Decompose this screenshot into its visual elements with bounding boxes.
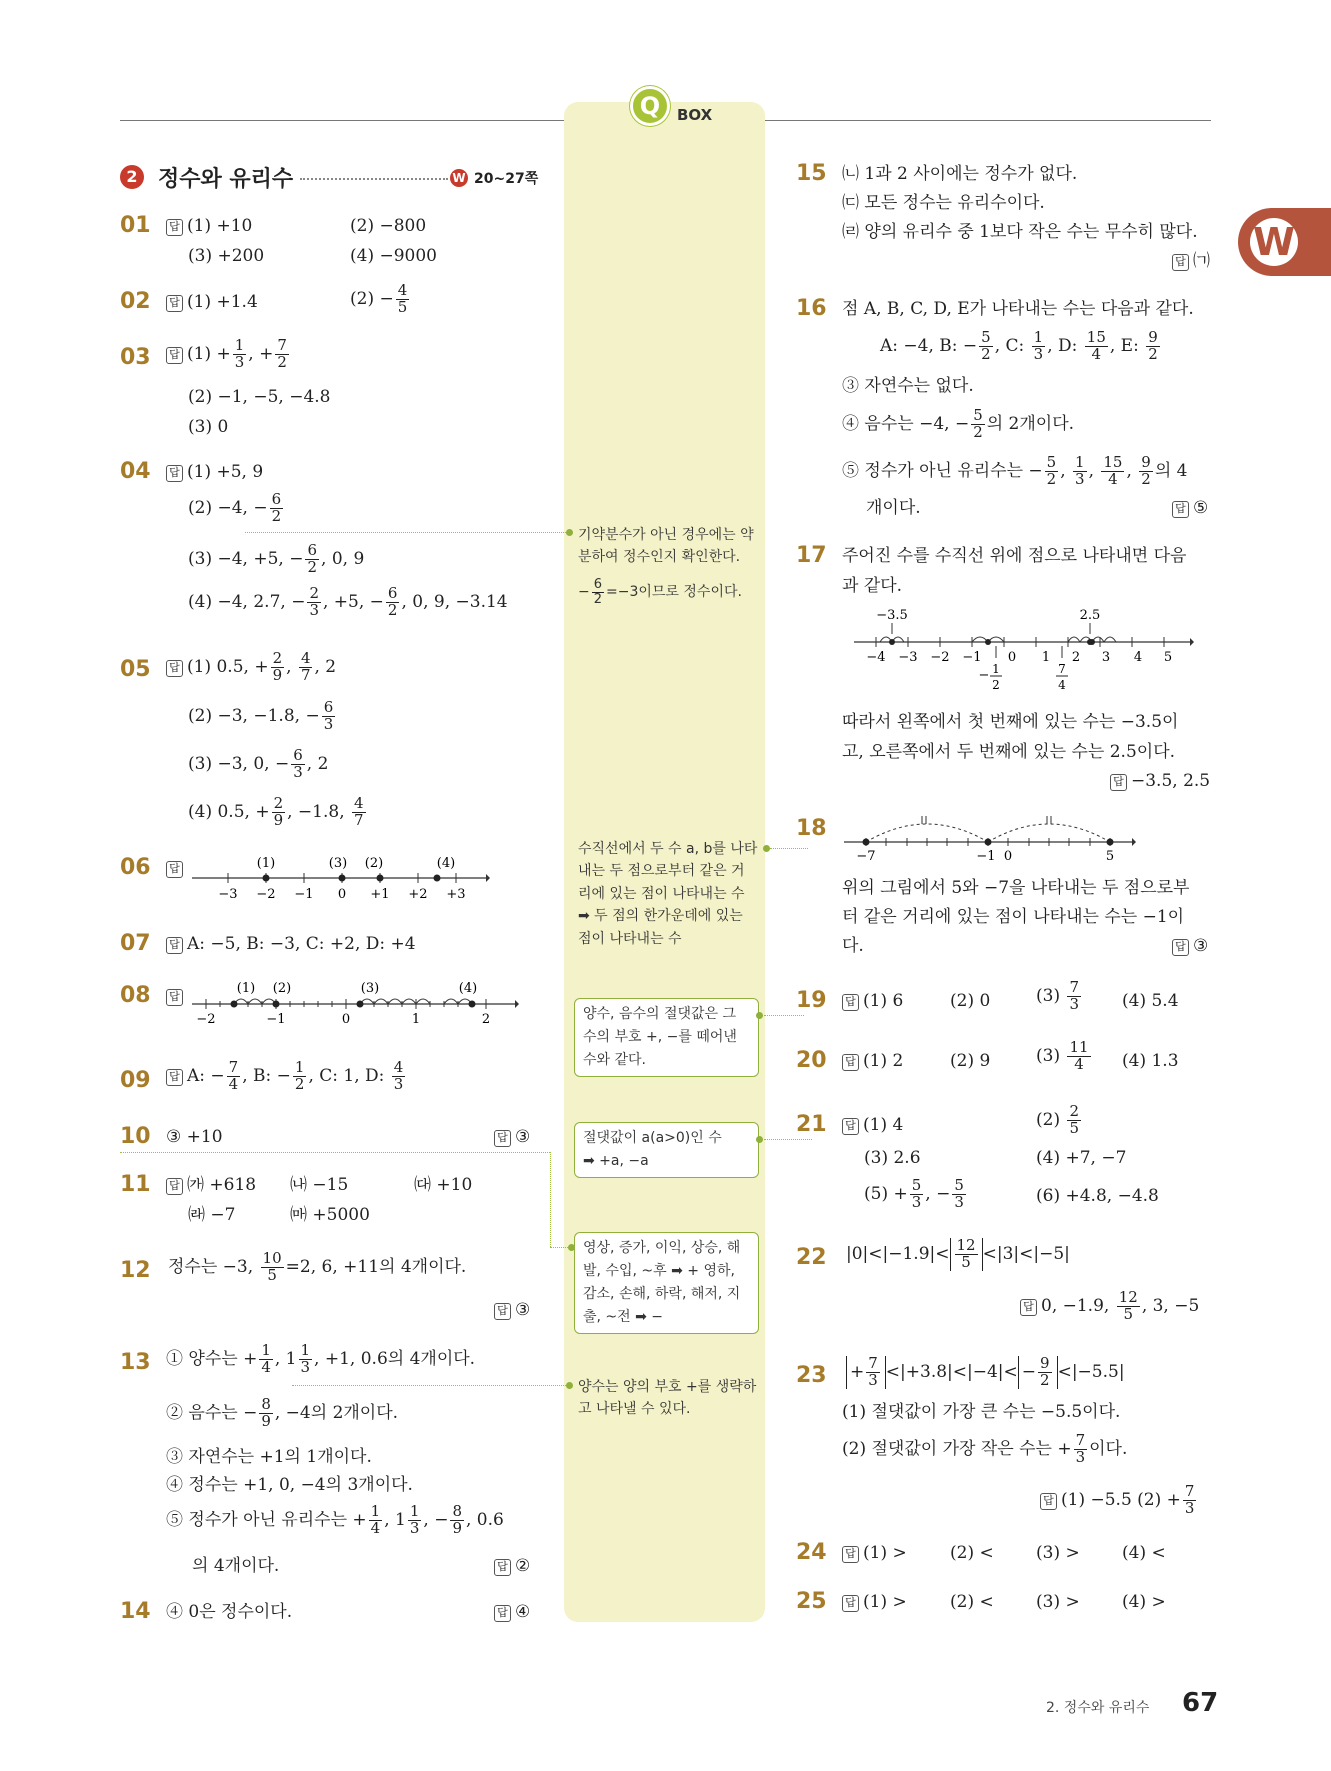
frac-num: 1 <box>992 662 1000 676</box>
problem-number: 23 <box>796 1363 827 1388</box>
answer-item: ㈑ −7 <box>188 1205 236 1225</box>
solution-line: (2) 절댓값이 가장 작은 수는 + $\frac{7}{3}$ 이다. <box>842 1431 1128 1466</box>
problem-number: 11 <box>120 1172 151 1197</box>
solution-line: 의 4개이다. <box>192 1556 280 1576</box>
problem-number: 06 <box>120 855 151 880</box>
answer-mark-icon <box>1110 774 1127 791</box>
answer-line: 답 (1) 4 <box>842 1115 903 1135</box>
answer-line: 답 A: −5, B: −3, C: +2, D: +4 <box>166 934 416 954</box>
tick-label: −1 <box>976 849 996 864</box>
tick-label: −3 <box>218 887 238 902</box>
label-4: (4) <box>458 981 478 996</box>
solution-line: ③ 자연수는 +1의 1개이다. <box>166 1447 372 1467</box>
answer-mark-icon <box>494 1605 511 1622</box>
answer-mark-icon <box>166 1178 183 1195</box>
answer-mark-icon <box>494 1303 511 1320</box>
point <box>985 839 992 846</box>
answer-item: (5) + $\frac{5}{3}$ , − $\frac{5}{3}$ <box>864 1176 964 1211</box>
tick-label: 0 <box>1003 849 1013 864</box>
problem-text: ④ 0은 정수이다. <box>166 1602 293 1622</box>
page-number: 67 <box>1182 1688 1219 1718</box>
q-note-5: 영상, 증가, 이익, 상승, 해발, 수입, ~후 ➡ + 영하, 감소, 손해, 하락, 해저, 지출, ~전 ➡ − <box>574 1232 759 1334</box>
section-pages: 20~27쪽 <box>474 171 539 187</box>
final-answer: 답 ③ <box>494 1127 530 1147</box>
answer-item: (4) 1.3 <box>1122 1051 1179 1071</box>
answer-mark-icon <box>1172 254 1189 271</box>
connector-line <box>120 1152 550 1153</box>
problem-number: 19 <box>796 988 827 1013</box>
answer-mark-icon <box>842 1546 859 1563</box>
answer-line <box>166 986 187 1006</box>
point-4 <box>469 1001 476 1008</box>
tick-label: 2 <box>481 1012 491 1027</box>
note-bullet-icon <box>568 1244 575 1251</box>
problem-number: 08 <box>120 983 151 1008</box>
answer-line: 답 (1) +10 <box>166 216 252 236</box>
point-1 <box>231 1001 238 1008</box>
tick-label: 4 <box>1133 650 1143 665</box>
section-number: 2 <box>120 165 144 189</box>
note-bullet-icon <box>756 1012 763 1019</box>
answer-item: (3) −3, 0, − $\frac{6}{3}$ , 2 <box>188 746 329 781</box>
label-3: (3) <box>328 856 348 871</box>
answer-item: (4) +7, −7 <box>1036 1148 1127 1168</box>
point-3 <box>357 1001 364 1008</box>
q-badge-icon: Q <box>630 86 670 126</box>
label-3: (3) <box>360 981 380 996</box>
point <box>985 639 991 645</box>
tick-label: −3 <box>898 650 918 665</box>
w-tab-icon: W <box>1250 218 1298 266</box>
solution-line: ㈁ 1과 2 사이에는 정수가 없다. <box>842 164 1078 184</box>
solution-line: ④ 정수는 +1, 0, −4의 3개이다. <box>166 1475 413 1495</box>
tick-label: +1 <box>370 887 390 902</box>
section-leader-dots <box>300 178 448 180</box>
answer-line: 답 (1) 2 <box>842 1051 903 1071</box>
number-line-06 <box>190 852 490 902</box>
note-bullet-icon <box>566 1382 573 1389</box>
answer-mark-icon <box>842 1595 859 1612</box>
solution-line: 위의 그림에서 5와 −7을 나타내는 두 점으로부 <box>842 878 1190 898</box>
answer-item: (4) < <box>1122 1543 1166 1563</box>
label-2: (2) <box>272 981 292 996</box>
tick-label: 0 <box>341 1012 351 1027</box>
answer-mark-icon <box>1172 939 1189 956</box>
problem-text: ③ +10 <box>166 1127 223 1147</box>
answer-item: (3) 0 <box>188 417 229 437</box>
answer-mark-icon <box>494 1130 511 1147</box>
solution-line: ㈃ 양의 유리수 중 1보다 작은 수는 무수히 많다. <box>842 222 1198 242</box>
final-answer: 답 ④ <box>494 1602 530 1622</box>
q-box-label: BOX <box>677 106 713 124</box>
answer-item: (2) < <box>950 1543 994 1563</box>
answer-line: 답 (1) 6 <box>842 991 903 1011</box>
final-answer: 답 ③ <box>1172 936 1208 956</box>
solution-line: ④ 음수는 −4, − $\frac{5}{2}$ 의 2개이다. <box>842 406 1075 441</box>
frac-den: 4 <box>1058 678 1066 692</box>
solution-line: 다. <box>842 936 864 956</box>
frac-sign: − <box>978 668 990 683</box>
note-bullet-icon <box>763 845 770 852</box>
answer-item: (2) −1, −5, −4.8 <box>188 387 331 407</box>
final-answer: 답 ② <box>494 1556 530 1576</box>
solution-line: 개이다. <box>866 498 921 518</box>
connector-line <box>764 1015 804 1016</box>
problem-number: 17 <box>796 543 827 568</box>
answer-mark-icon <box>166 660 183 677</box>
answer-item: (2) −3, −1.8, − $\frac{6}{3}$ <box>188 698 334 733</box>
tick-label: 5 <box>1163 650 1173 665</box>
tick-label: 0 <box>337 887 347 902</box>
connector-line <box>770 848 808 849</box>
answer-item: ㈒ +5000 <box>290 1205 370 1225</box>
problem-number: 14 <box>120 1599 151 1624</box>
answer-item: (2) < <box>950 1592 994 1612</box>
number-line-17 <box>850 602 1195 702</box>
problem-number: 13 <box>120 1350 151 1375</box>
solution-line: 터 같은 거리에 있는 점이 나타내는 수는 −1이 <box>842 907 1185 927</box>
tick-label: −2 <box>196 1012 216 1027</box>
answer-line: 답 (1) +1.4 <box>166 292 258 312</box>
label-1: (1) <box>256 856 276 871</box>
point-2 <box>273 1001 280 1008</box>
label-4: (4) <box>436 856 456 871</box>
frac-num: 7 <box>1058 662 1066 676</box>
answer-line <box>166 858 187 878</box>
answer-item: ㈐ +10 <box>414 1175 473 1195</box>
note-bullet-icon <box>756 1136 763 1143</box>
answer-item: (4) −4, 2.7, − $\frac{2}{3}$ , +5, − $\frac{6}{2}$ , 0, 9, −3.14 <box>188 584 508 619</box>
solution-line: + $\frac{7}{3}$ <|+3.8|<|−4|< − $\frac{9}{2}$ <|−5.5| <box>846 1356 1125 1389</box>
solution-line: A: −4, B: − $\frac{5}{2}$ , C: $\frac{1}{3}$ , D: $\frac{15}{4}$ , E: $\frac{9}{2}$ <box>880 328 1158 363</box>
q-note-6: 양수는 양의 부호 +를 생략하고 나타낼 수 있다. <box>578 1379 757 1418</box>
solution-line: ③ 자연수는 없다. <box>842 376 974 396</box>
number-line-08 <box>190 980 520 1030</box>
problem-number: 10 <box>120 1124 151 1149</box>
answer-mark-icon <box>1040 1493 1057 1510</box>
q-note-3: 양수, 음수의 절댓값은 그 수의 부호 +, −를 떼어낸 수와 같다. <box>574 998 759 1077</box>
answer-line: 답 ㈎ +618 <box>166 1175 256 1195</box>
problem-number: 18 <box>796 816 827 841</box>
tick-label: −2 <box>256 887 276 902</box>
problem-number: 16 <box>796 296 827 321</box>
problem-number: 01 <box>120 213 151 238</box>
solution-line: (1) 절댓값이 가장 큰 수는 −5.5이다. <box>842 1402 1121 1422</box>
answer-mark-icon <box>166 1069 183 1086</box>
w-book-icon: W <box>450 169 468 187</box>
problem-number: 02 <box>120 289 151 314</box>
tick-label: 1 <box>411 1012 421 1027</box>
problem-number: 25 <box>796 1589 827 1614</box>
problem-number: 24 <box>796 1540 827 1565</box>
answer-item: (2) −4, − $\frac{6}{2}$ <box>188 490 282 525</box>
final-answer: 답③ <box>494 1300 530 1320</box>
tick-label: −2 <box>930 650 950 665</box>
answer-item: ㈏ −15 <box>290 1175 349 1195</box>
tick-label: +3 <box>446 887 466 902</box>
problem-number: 21 <box>796 1112 827 1137</box>
top-rule-right <box>765 120 1211 121</box>
problem-number: 05 <box>120 657 151 682</box>
problem-number: 09 <box>120 1068 151 1093</box>
final-answer: 답0, −1.9, $\frac{12}{5}$ , 3, −5 <box>1020 1290 1199 1323</box>
answer-mark-icon <box>166 937 183 954</box>
answer-item: (3) 2.6 <box>864 1148 921 1168</box>
tick-label: −1 <box>962 650 982 665</box>
q-note-4: 절댓값이 a(a>0)인 수 ➡ +a, −a <box>574 1122 759 1178</box>
solution-line: 과 같다. <box>842 576 903 596</box>
connector-line <box>292 1385 570 1386</box>
tick-label: 5 <box>1105 849 1115 864</box>
top-label: −3.5 <box>876 608 908 623</box>
answer-mark-icon <box>166 989 183 1006</box>
answer-item: (3) > <box>1036 1543 1080 1563</box>
answer-item: (6) +4.8, −4.8 <box>1036 1186 1159 1206</box>
frac-den: 2 <box>992 678 1000 692</box>
answer-item: (3) $\frac{7}{3}$ <box>1036 978 1080 1013</box>
solution-line: ① 양수는 + $\frac{1}{4}$ , 1 $\frac{1}{3}$ , +1, 0.6의 4개이다. <box>166 1341 476 1376</box>
answer-line: 답 A: − $\frac{7}{4}$ , B: − $\frac{1}{2}$ , C: 1, D: $\frac{4}{3}$ <box>166 1060 407 1093</box>
answer-line: 답 (1) +5, 9 <box>166 462 263 482</box>
label-1: (1) <box>236 981 256 996</box>
number-line-18 <box>840 808 1140 868</box>
final-answer: 답−3.5, 2.5 <box>1110 771 1210 791</box>
tick-label: 0 <box>1007 650 1017 665</box>
answer-mark-icon <box>842 1054 859 1071</box>
answer-mark-icon <box>166 347 183 364</box>
point-4 <box>434 875 441 882</box>
answer-line: 답 (1) > <box>842 1592 907 1612</box>
top-label: 2.5 <box>1079 608 1101 623</box>
answer-item: (2) $\frac{2}{5}$ <box>1036 1102 1080 1137</box>
solution-line: ② 음수는 − $\frac{8}{9}$ , −4의 2개이다. <box>166 1395 399 1430</box>
q-note-1b: − $\frac{6}{2}$ =−3이므로 정수이다. <box>578 577 742 607</box>
tick-label: +2 <box>408 887 428 902</box>
answer-item: (3) $\frac{11}{4}$ <box>1036 1038 1089 1073</box>
final-answer: 답㈀ <box>1172 251 1210 271</box>
problem-number: 15 <box>796 161 827 186</box>
solution-line: 고, 오른쪽에서 두 번째에 있는 수는 2.5이다. <box>842 742 1176 762</box>
q-note-1: 기약분수가 아닌 경우에는 약분하여 정수인지 확인한다. <box>578 527 754 566</box>
connector-line <box>245 532 570 533</box>
solution-line: 따라서 왼쪽에서 첫 번째에 있는 수는 −3.5이 <box>842 712 1179 732</box>
answer-line: 답 (1) + $\frac{1}{3}$ , + $\frac{7}{2}$ <box>166 338 291 371</box>
answer-item: (2) −800 <box>350 216 427 236</box>
problem-number: 20 <box>796 1048 827 1073</box>
solution-line: ⑤ 정수가 아닌 유리수는 + $\frac{1}{4}$ , 1 $\frac{1}{3}$ , − $\frac{8}{9}$ , 0.6 <box>166 1502 504 1537</box>
tick-label: 3 <box>1101 650 1111 665</box>
solution-line: |0|<|−1.9|< $\frac{12}{5}$ <|3|<|−5| <box>846 1236 1070 1271</box>
answer-mark-icon <box>842 994 859 1011</box>
problem-number: 03 <box>120 345 151 370</box>
label-2: (2) <box>364 856 384 871</box>
top-rule-left <box>120 120 564 121</box>
answer-item: (3) −4, +5, − $\frac{6}{2}$ , 0, 9 <box>188 541 365 576</box>
point-2 <box>377 875 384 882</box>
solution-line: ㈂ 모든 정수는 유리수이다. <box>842 193 1045 213</box>
footer-section-label: 2. 정수와 유리수 <box>1046 1700 1150 1716</box>
answer-item: (4) > <box>1122 1592 1166 1612</box>
answer-mark-icon <box>166 295 183 312</box>
point-1 <box>263 875 270 882</box>
point <box>863 839 870 846</box>
answer-mark-icon <box>1172 501 1189 518</box>
answer-item: (4) 5.4 <box>1122 991 1179 1011</box>
answer-item: (2) 0 <box>950 991 991 1011</box>
tick-label: −7 <box>856 849 876 864</box>
point <box>889 639 895 645</box>
answer-item: (2) − $\frac{4}{5}$ <box>350 281 408 316</box>
section-title: 정수와 유리수 <box>158 167 294 192</box>
tick-label: 1 <box>1041 650 1051 665</box>
solution-line: 주어진 수를 수직선 위에 점으로 나타내면 다음 <box>842 546 1187 566</box>
answer-item: (3) > <box>1036 1592 1080 1612</box>
answer-mark-icon <box>166 219 183 236</box>
point-3 <box>339 875 346 882</box>
tick-label: −1 <box>266 1012 286 1027</box>
point <box>1089 639 1095 645</box>
answer-mark-icon <box>166 465 183 482</box>
problem-number: 22 <box>796 1245 827 1270</box>
note-bullet-icon <box>566 529 573 536</box>
solution-line: 점 A, B, C, D, E가 나타내는 수는 다음과 같다. <box>842 299 1194 319</box>
tick-label: −1 <box>294 887 314 902</box>
connector-line <box>764 1139 812 1140</box>
answer-item: (4) −9000 <box>350 246 437 266</box>
answer-item: (3) +200 <box>188 246 265 266</box>
answer-line: 답 (1) > <box>842 1543 907 1563</box>
problem-text: 정수는 −3, $\frac{10}{5}$ =2, 6, +11의 4개이다. <box>168 1249 467 1284</box>
problem-number: 07 <box>120 931 151 956</box>
tick-label: 2 <box>1071 650 1081 665</box>
answer-mark-icon <box>842 1118 859 1135</box>
problem-number: 12 <box>120 1258 151 1283</box>
answer-item: (4) 0.5, + $\frac{2}{9}$ , −1.8, $\frac{4}{7}$ <box>188 794 364 829</box>
problem-number: 04 <box>120 459 151 484</box>
connector-line <box>550 1152 551 1247</box>
answer-mark-icon <box>166 861 183 878</box>
answer-item: (2) 9 <box>950 1051 991 1071</box>
final-answer: 답(1) −5.5 (2) + $\frac{7}{3}$ <box>1040 1484 1198 1517</box>
answer-mark-icon <box>494 1559 511 1576</box>
answer-mark-icon <box>1020 1299 1037 1316</box>
point <box>1107 839 1114 846</box>
q-note-2: 수직선에서 두 수 a, b를 나타내는 두 점으로부터 같은 거리에 있는 점이 나타내는 수 ➡ 두 점의 한가운데에 있는 점이 나타내는 수 <box>578 841 758 947</box>
tick-label: −4 <box>866 650 886 665</box>
answer-line: 답 (1) 0.5, + $\frac{2}{9}$ , $\frac{4}{7}$ , 2 <box>166 651 336 684</box>
solution-line: ⑤ 정수가 아닌 유리수는 − $\frac{5}{2}$ , $\frac{1}{3}$ , $\frac{15}{4}$ , $\frac{9}{2}$ 의 4 <box>842 453 1188 488</box>
final-answer: 답 ⑤ <box>1172 498 1208 518</box>
